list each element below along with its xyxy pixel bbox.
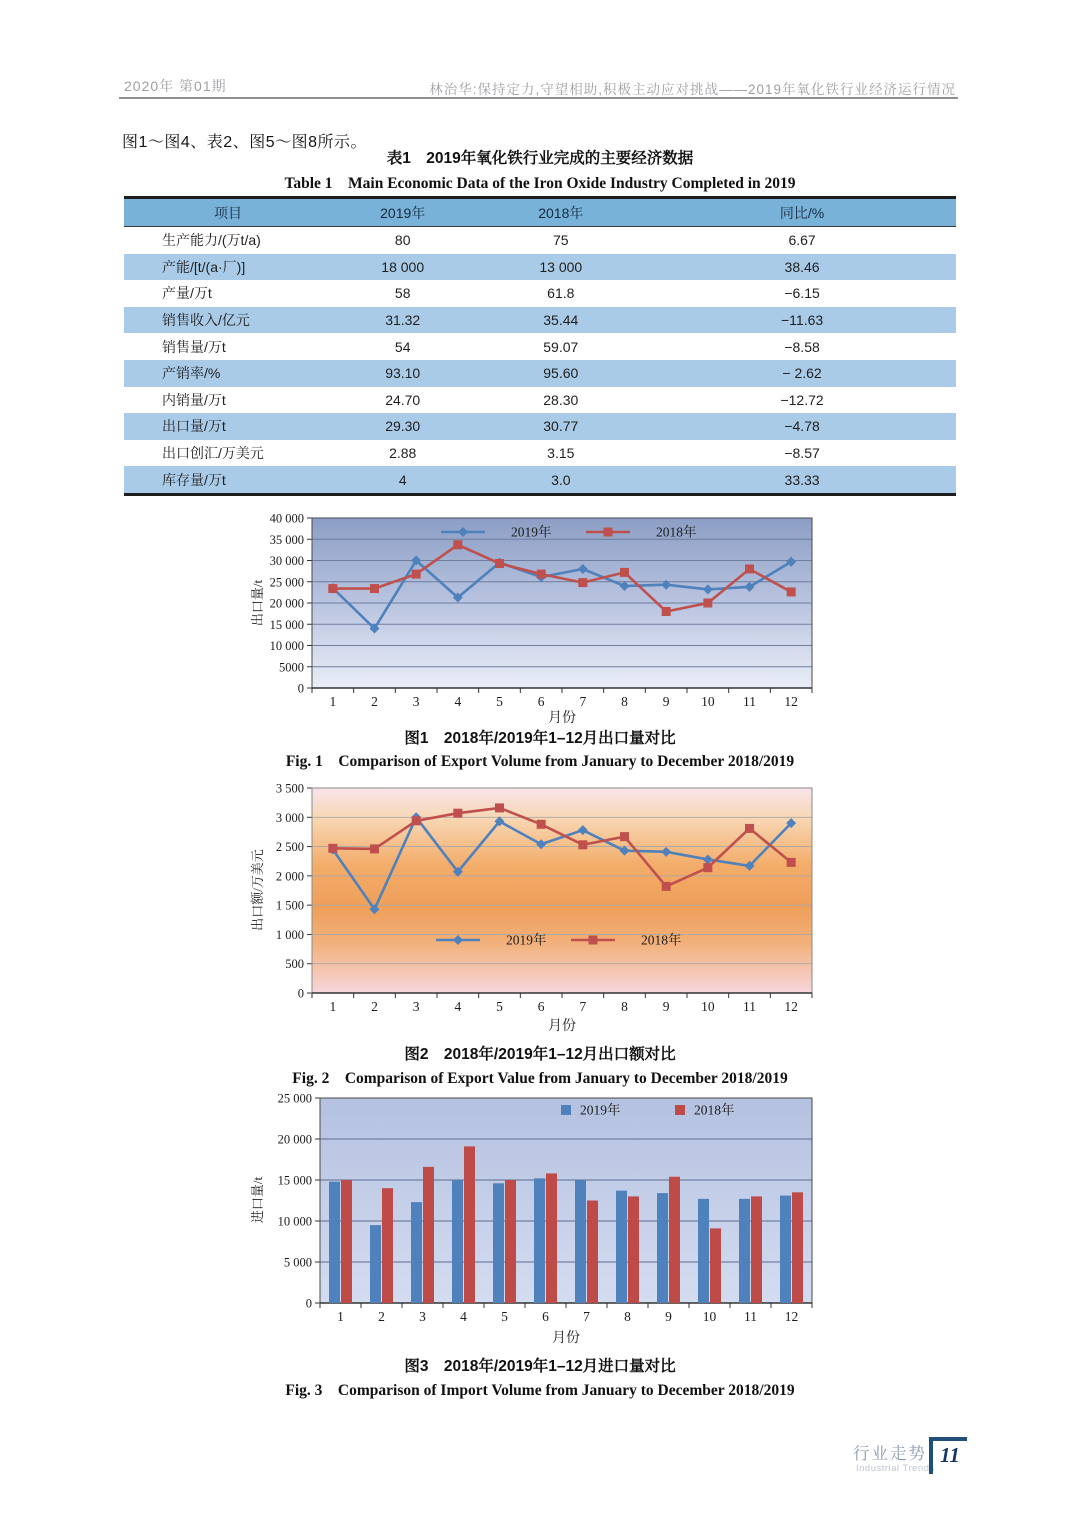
svg-text:0: 0	[297, 681, 304, 696]
table-cell: −8.58	[784, 338, 820, 355]
fig2-caption-cn: 图2 2018年/2019年1–12月出口额对比	[404, 1046, 676, 1063]
svg-text:25 000: 25 000	[269, 575, 304, 590]
table-cell: 93.10	[385, 365, 421, 382]
table-header-cell: 2018年	[538, 204, 584, 221]
svg-text:出口额/万美元: 出口额/万美元	[250, 849, 265, 931]
table-cell: 35.44	[543, 312, 579, 329]
table-cell: 库存量/万t	[162, 471, 226, 488]
page-number-bracket	[929, 1437, 967, 1474]
table-cell: 80	[394, 232, 411, 249]
table-cell: 33.33	[784, 471, 820, 488]
svg-text:1: 1	[329, 694, 337, 709]
svg-text:25 000: 25 000	[277, 1091, 312, 1106]
svg-text:6: 6	[537, 999, 545, 1014]
import-volume-chart	[248, 1090, 826, 1352]
table-row	[124, 360, 956, 387]
svg-text:40 000: 40 000	[269, 511, 304, 526]
svg-text:3: 3	[412, 999, 420, 1014]
table-header-row	[124, 199, 956, 227]
svg-text:9: 9	[662, 694, 670, 709]
table-cell: 3.0	[551, 471, 571, 488]
svg-text:5 000: 5 000	[283, 1255, 312, 1270]
svg-text:10: 10	[701, 999, 715, 1014]
intro-text: 图1～图4、表2、图5～图8所示。	[122, 134, 367, 151]
svg-text:月份: 月份	[548, 711, 576, 726]
svg-text:2018年: 2018年	[641, 932, 682, 948]
table-cell: −4.78	[784, 418, 820, 435]
table-cell: 58	[394, 285, 411, 302]
svg-text:5: 5	[501, 1309, 508, 1324]
svg-text:12: 12	[784, 1309, 799, 1324]
export-volume-chart	[248, 510, 826, 728]
table-cell: − 2.62	[782, 365, 822, 382]
svg-text:8: 8	[621, 999, 628, 1014]
table-row	[124, 227, 956, 254]
svg-text:15 000: 15 000	[277, 1173, 312, 1188]
header-rule	[119, 97, 958, 99]
table-cell: 销售收入/亿元	[162, 312, 250, 329]
table-cell: 销售量/万t	[162, 338, 226, 355]
economic-table	[124, 196, 956, 496]
table-cell: −8.57	[784, 445, 820, 462]
svg-text:10 000: 10 000	[269, 639, 304, 653]
svg-text:2: 2	[371, 999, 378, 1014]
table-header-cell: 2019年	[380, 204, 426, 221]
svg-text:6: 6	[542, 1309, 549, 1324]
table-cell: 生产能力/(万t/a)	[162, 232, 261, 249]
svg-text:2018年: 2018年	[656, 524, 697, 540]
svg-text:月份: 月份	[552, 1331, 580, 1346]
table-cell: 产销率/%	[162, 365, 221, 382]
table-cell: 内销量/万t	[162, 391, 226, 408]
export-value-chart	[248, 780, 826, 1036]
svg-text:2: 2	[371, 694, 378, 709]
svg-text:12: 12	[784, 999, 798, 1014]
svg-text:2 000: 2 000	[275, 869, 304, 884]
svg-text:2019年: 2019年	[506, 932, 547, 948]
table-cell: 95.60	[543, 365, 579, 382]
svg-text:20 000: 20 000	[269, 596, 304, 611]
svg-text:3 500: 3 500	[275, 781, 304, 796]
table-row	[124, 254, 956, 281]
svg-text:4: 4	[460, 1309, 467, 1324]
table-cell: 出口创汇/万美元	[162, 445, 264, 462]
svg-text:2019年: 2019年	[511, 524, 552, 540]
svg-text:30 000: 30 000	[269, 554, 304, 568]
svg-text:0: 0	[297, 986, 304, 1001]
table-cell: −11.63	[780, 312, 824, 329]
svg-text:4: 4	[454, 694, 462, 709]
header-issue: 2020年 第01期	[124, 78, 227, 94]
svg-text:10 000: 10 000	[277, 1214, 312, 1229]
svg-text:11: 11	[743, 999, 756, 1014]
svg-text:2: 2	[378, 1309, 385, 1324]
table-cell: 24.70	[385, 391, 421, 408]
svg-text:6: 6	[537, 694, 545, 709]
header-article-title: 林治华:保持定力,守望相助,积极主动应对挑战——2019年氧化铁行业经济运行情况	[429, 82, 956, 97]
table-row	[124, 307, 956, 334]
fig1-caption-en: Fig. 1 Comparison of Export Volume from January to December 2018/2019	[285, 753, 795, 770]
fig3-caption-en: Fig. 3 Comparison of Import Volume from January to December 2018/2019	[285, 1382, 795, 1399]
svg-text:10: 10	[702, 1309, 717, 1324]
svg-text:35 000: 35 000	[269, 532, 304, 547]
svg-text:出口量/t: 出口量/t	[250, 579, 265, 627]
table-cell: 产量/万t	[162, 285, 212, 302]
svg-text:1: 1	[329, 999, 337, 1014]
svg-text:20 000: 20 000	[277, 1132, 312, 1147]
table-cell: −6.15	[784, 285, 820, 302]
fig1-caption-cn: 图1 2018年/2019年1–12月出口量对比	[404, 730, 676, 747]
svg-text:进口量/t: 进口量/t	[250, 1176, 265, 1224]
table-cell: 30.77	[543, 418, 579, 435]
svg-text:5: 5	[496, 694, 503, 709]
svg-text:15 000: 15 000	[269, 617, 304, 632]
svg-text:3 000: 3 000	[275, 810, 304, 825]
table-header-cell: 同比/%	[779, 204, 825, 221]
table-row	[124, 280, 956, 307]
table-cell: 54	[394, 338, 411, 355]
footer-section-en: Industrial Trends	[856, 1463, 935, 1474]
table-cell: 61.8	[547, 285, 575, 302]
table-cell: 产能/[t/(a·厂)]	[162, 258, 246, 275]
table-row	[124, 387, 956, 414]
table-cell: −12.72	[780, 391, 824, 408]
svg-text:7: 7	[579, 694, 587, 709]
svg-text:1 500: 1 500	[275, 898, 304, 913]
table1-title-cn: 表1 2019年氧化铁行业完成的主要经济数据	[386, 150, 694, 167]
table-row	[124, 413, 956, 440]
table-header-cell: 项目	[214, 204, 242, 221]
svg-text:2018年: 2018年	[694, 1102, 735, 1118]
svg-text:8: 8	[621, 694, 628, 709]
svg-text:3: 3	[419, 1309, 426, 1324]
svg-text:5: 5	[496, 999, 503, 1014]
table-cell: 3.15	[547, 445, 575, 462]
table-row	[124, 466, 956, 493]
svg-text:0: 0	[305, 1296, 312, 1311]
table-cell: 2.88	[389, 445, 417, 462]
table-cell: 6.67	[788, 232, 816, 249]
svg-text:8: 8	[624, 1309, 631, 1324]
table-cell: 75	[553, 232, 569, 249]
svg-text:9: 9	[665, 1309, 672, 1324]
table-row	[124, 333, 956, 360]
page-number: 11	[940, 1443, 960, 1467]
table-cell: 13 000	[539, 258, 583, 275]
table-cell: 18 000	[381, 258, 425, 275]
table-cell: 出口量/万t	[162, 418, 226, 435]
svg-text:1 000: 1 000	[275, 927, 304, 942]
svg-text:7: 7	[579, 999, 587, 1014]
svg-text:11: 11	[744, 1309, 757, 1324]
svg-text:3: 3	[412, 694, 420, 709]
svg-text:10: 10	[701, 694, 715, 709]
table-cell: 28.30	[543, 391, 579, 408]
table-cell: 59.07	[543, 338, 579, 355]
fig3-caption-cn: 图3 2018年/2019年1–12月进口量对比	[404, 1358, 676, 1375]
svg-text:月份: 月份	[548, 1019, 576, 1034]
table1-title-en: Table 1 Main Economic Data of the Iron Oxide Industry Completed in 2019	[284, 175, 796, 192]
table-cell: 29.30	[385, 418, 421, 435]
svg-text:4: 4	[454, 999, 462, 1014]
svg-text:1: 1	[337, 1309, 344, 1324]
svg-text:9: 9	[662, 999, 670, 1014]
svg-text:12: 12	[784, 694, 798, 709]
svg-text:5000: 5000	[279, 660, 304, 675]
table-cell: 38.46	[784, 258, 820, 275]
footer-section-cn: 行业走势	[853, 1445, 927, 1463]
svg-text:11: 11	[743, 694, 756, 709]
table-cell: 4	[398, 471, 407, 488]
svg-text:2 500: 2 500	[275, 840, 304, 855]
table-cell: 31.32	[385, 312, 421, 329]
fig2-caption-en: Fig. 2 Comparison of Export Value from January to December 2018/2019	[292, 1070, 788, 1087]
svg-text:500: 500	[285, 957, 304, 972]
svg-text:7: 7	[583, 1309, 590, 1324]
svg-text:2019年: 2019年	[580, 1102, 621, 1118]
table-row	[124, 440, 956, 467]
